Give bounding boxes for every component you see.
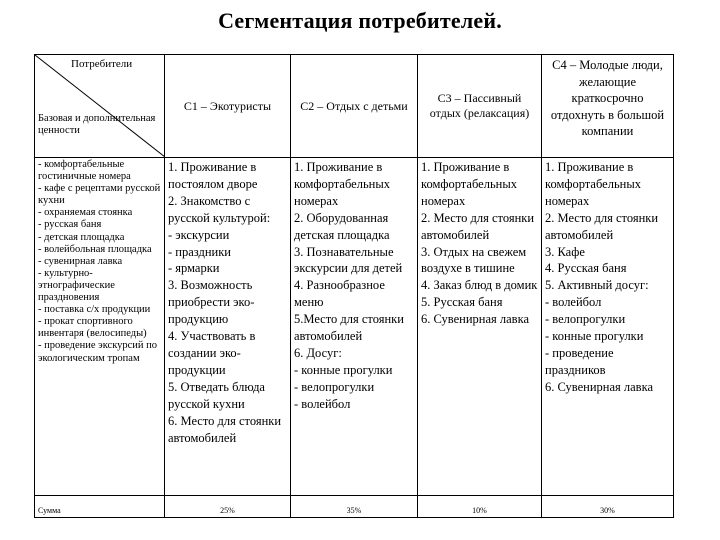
segment-c3-cell [418,158,542,496]
list-item: - волейбол [545,295,602,310]
list-item: 6. Досуг: [294,345,342,360]
list-item: 4. Русская баня [545,261,627,276]
list-item: 3. Кафе [545,244,585,259]
corner-top-label: Потребители [71,58,133,70]
list-item: 2. Место для стоянки автомобилей [421,210,535,242]
list-item: 6. Сувенирная лавка [545,379,654,394]
list-item: 2. Знакомство с русской культурой: [168,193,271,225]
list-item: 4. Заказ блюд в домик [421,278,538,293]
list-item: 3. Возможность приобрести эко-продукцию [168,278,255,327]
values-cell [35,158,165,496]
list-item: - волейбол [294,396,351,411]
sum-label: Сумма [35,496,165,518]
values-list [35,158,164,366]
list-item: - кафе с рецептами русской кухни [38,183,161,207]
list-item: - праздники [168,244,231,259]
list-item: - конные прогулки [294,362,393,377]
list-item: - прокат спортивного инвентаря (велосипеды) [38,316,147,340]
list-item: - поставка с/х продукции [38,304,151,316]
list-item: - ярмарки [168,261,220,276]
header-c2: С2 – Отдых с детьми [291,55,418,158]
list-item: - комфортабельные гостиничные номера [38,159,131,183]
header-c4: С4 – Молодые люди, желающие краткосрочно отдохнуть в большой компании [542,55,674,158]
list-item: - экскурсии [168,227,230,242]
sum-c4: 30% [542,496,674,518]
list-item: 3. Отдых на свежем воздухе в тишине [421,244,527,276]
sum-c2: 35% [291,496,418,518]
list-item: - конные прогулки [545,329,644,344]
sum-row [35,496,674,518]
list-item: - сувенирная лавка [38,255,123,267]
list-item: 6. Место для стоянки автомобилей [168,413,282,445]
list-item: 5. Отведать блюда русской кухни [168,379,265,411]
list-item: - проведение экскурсий по экологическим тропам [38,340,158,364]
list-item: 2. Место для стоянки автомобилей [545,210,659,242]
list-item: 1. Проживание в комфортабельных номерах [545,160,641,208]
segment-c4-cell [542,158,674,496]
segmentation-table [34,54,674,518]
sum-c3: 10% [418,496,542,518]
list-item: - волейбольная площадка [38,243,152,255]
list-item: 5. Активный досуг: [545,278,649,293]
list-item: 6. Сувенирная лавка [421,312,530,327]
list-item: 2. Оборудованная детская площадка [294,210,390,242]
list-item: 3. Познавательные экскурсии для детей [294,244,403,276]
diagonal-divider [35,55,165,157]
body-row [35,158,674,496]
segment-c1-cell [165,158,291,496]
corner-cell [35,55,165,158]
list-item: - велопрогулки [545,312,626,327]
list-item: - культурно-этнографические праздновения [38,267,115,304]
header-row [35,55,674,158]
list-item: 1. Проживание в комфортабельных номерах [421,160,517,208]
list-item: - велопрогулки [294,379,375,394]
list-item: - детская площадка [38,231,125,243]
list-item: 1. Проживание в постоялом дворе [168,160,258,191]
list-item: - проведение праздников [545,345,614,377]
header-c3: С3 – Пассивный отдых (релаксация) [418,55,542,158]
list-item: 5.Место для стоянки автомобилей [294,312,404,344]
list-item: 4. Участвовать в создании эко-продукции [168,329,256,377]
segment-c2-cell [291,158,418,496]
header-c1: С1 – Экотуристы [165,55,291,158]
list-item: 5. Русская баня [421,295,503,310]
list-item: - охраняемая стоянка [38,207,133,219]
page-title: Сегментация потребителей. [218,8,502,33]
list-item: 4. Разнообразное меню [294,278,385,310]
list-item: 1. Проживание в комфортабельных номерах [294,160,390,208]
corner-bottom-label: Базовая и дополнительная ценности [38,113,156,136]
sum-c1: 25% [165,496,291,518]
list-item: - русская баня [38,219,102,231]
